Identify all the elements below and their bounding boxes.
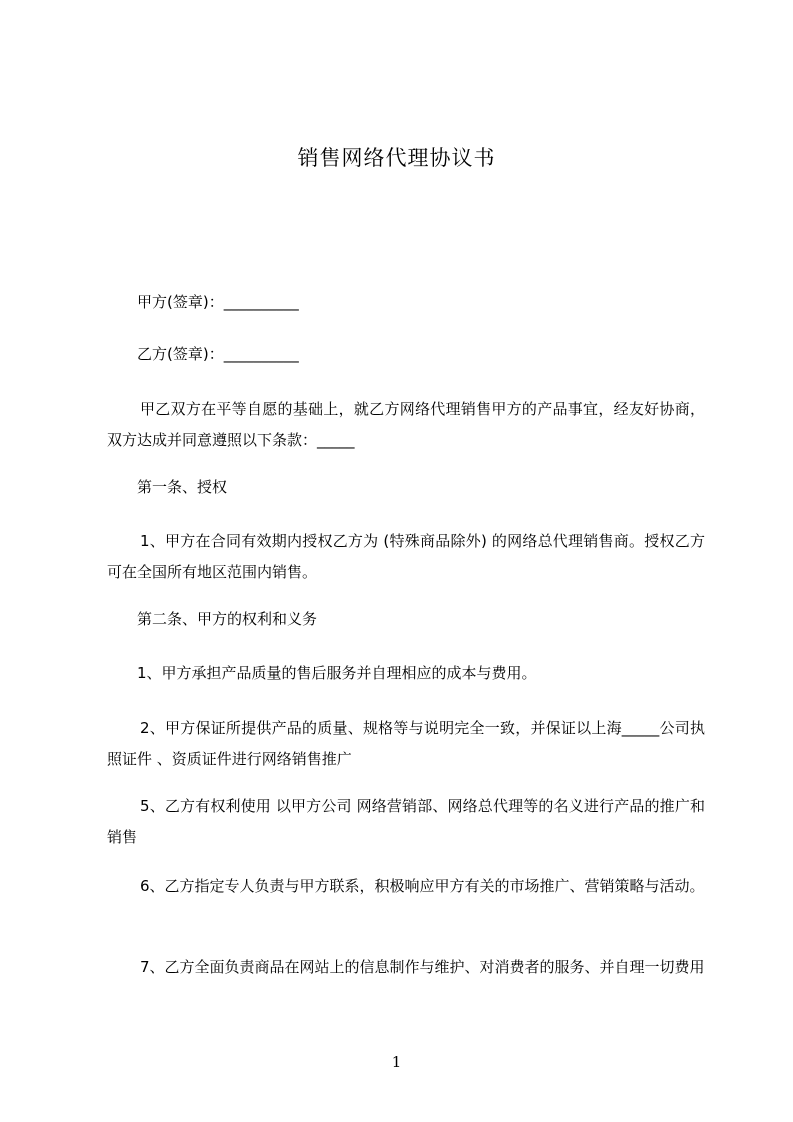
document-title: 销售网络代理协议书 — [297, 146, 496, 170]
article-2-item-1: 1、甲方承担产品质量的售后服务并自理相应的成本与费用。 — [137, 664, 537, 682]
intro-paragraph: 甲乙双方在平等自愿的基础上，就乙方网络代理销售甲方的产品事宜，经友好协商，双方达成并同意遵照以下条款：_____ — [107, 400, 705, 449]
article-2-item-2: 2、甲方保证所提供产品的质量、规格等与说明完全一致，并保证以上海_____公司执照证件 、资质证件进行网络销售推广 — [107, 719, 705, 768]
page-number: 1 — [391, 1053, 402, 1071]
article-2-item-5: 5、乙方有权利使用 以甲方公司 网络营销部、网络总代理等的名义进行产品的推广和销售 — [107, 797, 705, 846]
article-2-heading: 第二条、甲方的权利和义务 — [137, 610, 318, 628]
article-2-item-6: 6、乙方指定专人负责与甲方联系，积极响应甲方有关的市场推广、营销策略与活动。 — [140, 877, 705, 895]
article-1-item-1: 1、甲方在合同有效期内授权乙方为 (特殊商品除外) 的网络总代理销售商。授权乙方可在全国所有地区范围内销售。 — [107, 532, 705, 581]
party-b-signature-line: 乙方(签章)：__________ — [137, 345, 299, 363]
article-1-heading: 第一条、授权 — [137, 478, 228, 496]
article-2-item-7: 7、乙方全面负责商品在网站上的信息制作与维护、对消费者的服务、并自理一切费用 — [140, 958, 705, 976]
party-a-signature-line: 甲方(签章)：__________ — [137, 293, 299, 311]
